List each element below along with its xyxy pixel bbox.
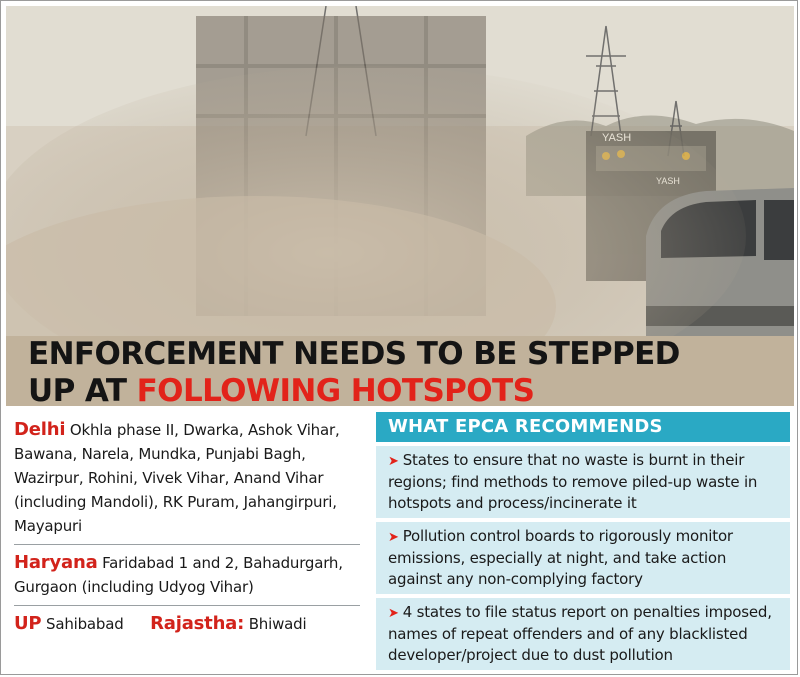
region-places: Faridabad 1 and 2, Bahadurgarh, Gurgaon (including Udyog Vihar) bbox=[14, 554, 343, 596]
region-name: Rajastha: bbox=[150, 613, 245, 634]
hotspot-up-rajasthan bbox=[14, 612, 360, 642]
recommendation-item bbox=[376, 598, 790, 670]
dusty-road-photo bbox=[6, 6, 794, 406]
hotspot-up bbox=[14, 612, 124, 636]
recommendation-item bbox=[376, 446, 790, 518]
headline-line-1: ENFORCEMENT NEEDS TO BE STEPPED bbox=[28, 336, 680, 372]
region-places: Okhla phase II, Dwarka, Ashok Vihar, Bawana, Narela, Mundka, Punjabi Bagh, Wazirpur, Rohini, Vivek Vihar, Anand Vihar (including Mandoli), RK Puram, Jahangirpuri, Mayapuri bbox=[14, 421, 340, 535]
region-places: Bhiwadi bbox=[248, 615, 307, 633]
recommendation-text: 4 states to file status report on penalties imposed, names of repeat offenders and of any blacklisted developer/project due to dust pollution bbox=[388, 603, 772, 664]
epca-recommendations bbox=[376, 412, 790, 670]
arrow-icon: ➤ bbox=[388, 530, 399, 545]
recommendation-text: Pollution control boards to rigorously monitor emissions, especially at night, and take action against any non-complying factory bbox=[388, 527, 733, 588]
hotspot-rajasthan bbox=[150, 612, 306, 636]
hotspot-delhi bbox=[14, 418, 360, 545]
recommendation-item bbox=[376, 522, 790, 594]
region-name: Haryana bbox=[14, 552, 98, 573]
recommendation-text: States to ensure that no waste is burnt in their regions; find methods to remove piled-up waste in hotspots and process/incinerate it bbox=[388, 451, 758, 512]
headline-line-2-accent: FOLLOWING HOTSPOTS bbox=[136, 373, 535, 406]
region-name: Delhi bbox=[14, 419, 66, 440]
region-name: UP bbox=[14, 613, 42, 634]
headline bbox=[28, 336, 680, 406]
arrow-icon: ➤ bbox=[388, 606, 399, 621]
arrow-icon: ➤ bbox=[388, 454, 399, 469]
hotspots-list bbox=[14, 418, 360, 648]
region-places: Sahibabad bbox=[46, 615, 124, 633]
hotspot-haryana bbox=[14, 551, 360, 606]
recommendations-title: WHAT EPCA RECOMMENDS bbox=[376, 412, 790, 442]
headline-line-2-lead: UP AT bbox=[28, 373, 137, 406]
